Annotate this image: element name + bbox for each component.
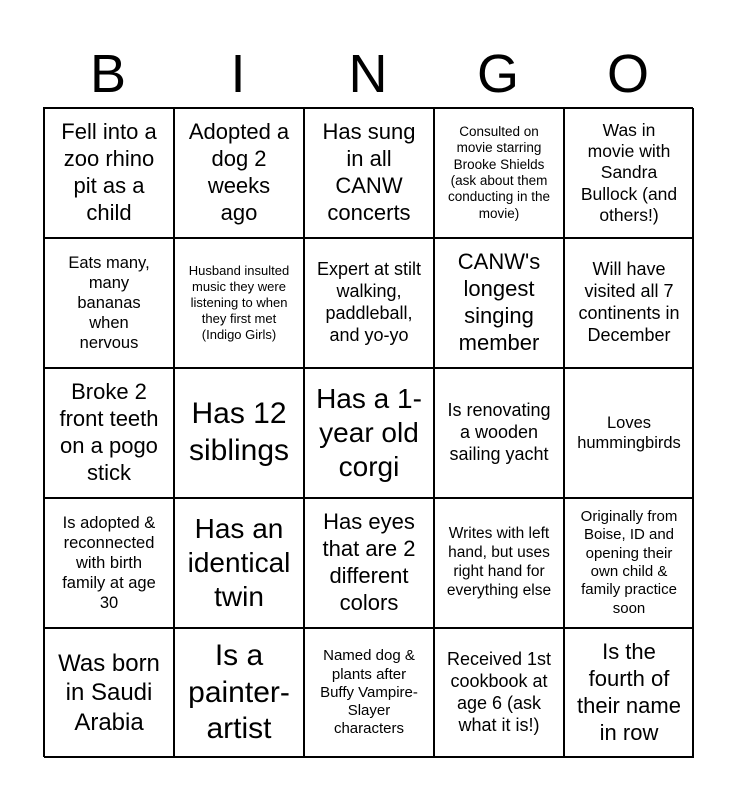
bingo-cell[interactable]: Adopted a dog 2 weeks ago <box>174 108 304 238</box>
bingo-cell[interactable]: Has a 1- year old corgi <box>304 368 434 498</box>
bingo-cell[interactable]: Is the fourth of their name in row <box>564 628 694 758</box>
bingo-cell[interactable]: Was in movie with Sandra Bullock (and others!) <box>564 108 694 238</box>
bingo-cell[interactable]: Expert at stilt walking, paddleball, and yo-yo <box>304 238 434 368</box>
bingo-cell[interactable]: Is renovating a wooden sailing yacht <box>434 368 564 498</box>
bingo-cell[interactable]: Named dog & plants after Buffy Vampire- Slayer characters <box>304 628 434 758</box>
header-letter-o: O <box>606 44 649 104</box>
bingo-cell[interactable]: Husband insulted music they were listening to when they first met (Indigo Girls) <box>174 238 304 368</box>
bingo-cell[interactable]: Fell into a zoo rhino pit as a child <box>44 108 174 238</box>
bingo-cell[interactable]: Has eyes that are 2 different colors <box>304 498 434 628</box>
bingo-grid <box>43 107 693 757</box>
bingo-cell[interactable]: Received 1st cookbook at age 6 (ask what it is!) <box>434 628 564 758</box>
bingo-header <box>43 40 693 108</box>
bingo-cell[interactable]: Is adopted & reconnected with birth family at age 30 <box>44 498 174 628</box>
bingo-cell[interactable]: Consulted on movie starring Brooke Shields (ask about them conducting in the movie) <box>434 108 564 238</box>
header-letter-i: I <box>230 44 246 104</box>
bingo-cell[interactable]: Was born in Saudi Arabia <box>44 628 174 758</box>
header-letter-n: N <box>348 44 388 104</box>
bingo-cell[interactable]: Will have visited all 7 continents in December <box>564 238 694 368</box>
bingo-cell[interactable]: Writes with left hand, but uses right hand for everything else <box>434 498 564 628</box>
bingo-cell[interactable]: Broke 2 front teeth on a pogo stick <box>44 368 174 498</box>
bingo-cell[interactable]: Loves hummingbirds <box>564 368 694 498</box>
bingo-cell[interactable]: Has 12 siblings <box>174 368 304 498</box>
header-letter-g: G <box>476 44 519 104</box>
bingo-cell[interactable]: Has an identical twin <box>174 498 304 628</box>
bingo-cell[interactable]: Has sung in all CANW concerts <box>304 108 434 238</box>
bingo-cell[interactable]: Originally from Boise, ID and opening their own child & family practice soon <box>564 498 694 628</box>
header-letter-b: B <box>89 44 127 104</box>
bingo-cell[interactable]: Is a painter- artist <box>174 628 304 758</box>
bingo-cell[interactable]: CANW's longest singing member <box>434 238 564 368</box>
bingo-cell[interactable]: Eats many, many bananas when nervous <box>44 238 174 368</box>
